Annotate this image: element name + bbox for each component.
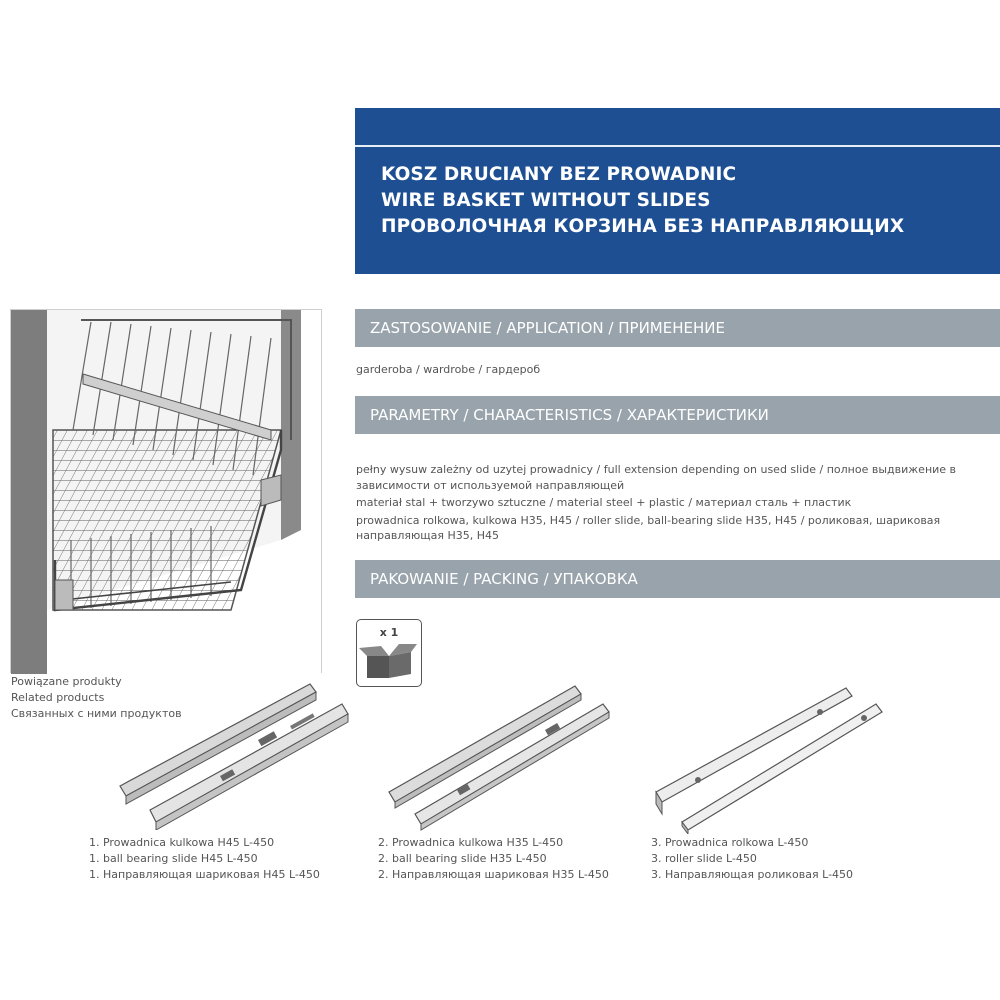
wire-basket-illustration <box>10 309 322 673</box>
characteristics-line: prowadnica rolkowa, kulkowa H35, H45 / roller slide, ball-bearing slide H35, H45 / роликовая, шариковая <box>356 513 941 527</box>
product-3-caption <box>651 835 853 883</box>
application-header: ZASTOSOWANIE / APPLICATION / ПРИМЕНЕНИЕ <box>355 309 1000 347</box>
title-banner <box>355 108 1000 274</box>
product-1-image <box>110 678 360 830</box>
box-icon <box>359 642 419 684</box>
title-block <box>381 162 904 240</box>
product-2-name-pl: 2. Prowadnica kulkowa H35 L-450 <box>378 836 564 849</box>
basket-drawing <box>11 310 323 674</box>
related-label-ru: Связанных с ними продуктов <box>11 707 182 720</box>
application-text: garderoba / wardrobe / гардероб <box>356 363 541 376</box>
ball-bearing-slide-h35-drawing <box>385 680 615 832</box>
basket-floor <box>53 430 281 610</box>
product-3-name-en: 3. roller slide L-450 <box>651 852 757 865</box>
product-3-image <box>650 684 890 834</box>
title-russian: ПРОВОЛОЧНАЯ КОРЗИНА БЕЗ НАПРАВЛЯЮЩИХ <box>381 216 905 237</box>
product-2-image <box>385 680 615 832</box>
packing-quantity: x 1 <box>379 626 399 639</box>
cabinet-left-panel <box>11 310 47 674</box>
product-3-name-pl: 3. Prowadnica rolkowa L-450 <box>651 836 809 849</box>
characteristics-header: PARAMETRY / CHARACTERISTICS / ХАРАКТЕРИСТИКИ <box>355 396 1000 434</box>
characteristics-list <box>356 462 996 544</box>
related-label-en: Related products <box>11 691 105 704</box>
packing-header: PAKOWANIE / PACKING / УПАКОВКА <box>355 560 1000 598</box>
characteristics-line: pełny wysuw zależny od uzytej prowadnicy / full extension depending on used slide / полное выдвижение в <box>356 463 957 476</box>
characteristics-line: materiał stal + tworzywo sztuczne / material steel + plastic / материал сталь + пластик <box>356 496 852 509</box>
product-1-caption <box>89 835 320 883</box>
roller-slide-drawing <box>650 684 890 834</box>
related-label-pl: Powiązane produkty <box>11 675 122 688</box>
title-polish: KOSZ DRUCIANY BEZ PROWADNIC <box>381 164 737 185</box>
product-1-name-pl: 1. Prowadnica kulkowa H45 L-450 <box>89 836 275 849</box>
characteristics-line: направляющая H35, H45 <box>356 529 499 542</box>
product-3-name-ru: 3. Направляющая роликовая L-450 <box>651 868 854 881</box>
characteristics-line: зависимости от используемой направляющей <box>356 478 625 492</box>
title-english: WIRE BASKET WITHOUT SLIDES <box>381 190 711 211</box>
product-2-name-ru: 2. Направляющая шариковая H35 L-450 <box>378 868 609 881</box>
product-2-name-en: 2. ball bearing slide H35 L-450 <box>378 852 547 865</box>
ball-bearing-slide-h45-drawing <box>110 678 360 830</box>
product-2-caption <box>378 835 609 883</box>
product-1-name-ru: 1. Направляющая шариковая H45 L-450 <box>89 868 320 881</box>
banner-stripe <box>355 145 1000 147</box>
product-1-name-en: 1. ball bearing slide H45 L-450 <box>89 852 258 865</box>
packing-icon-frame <box>356 619 422 687</box>
